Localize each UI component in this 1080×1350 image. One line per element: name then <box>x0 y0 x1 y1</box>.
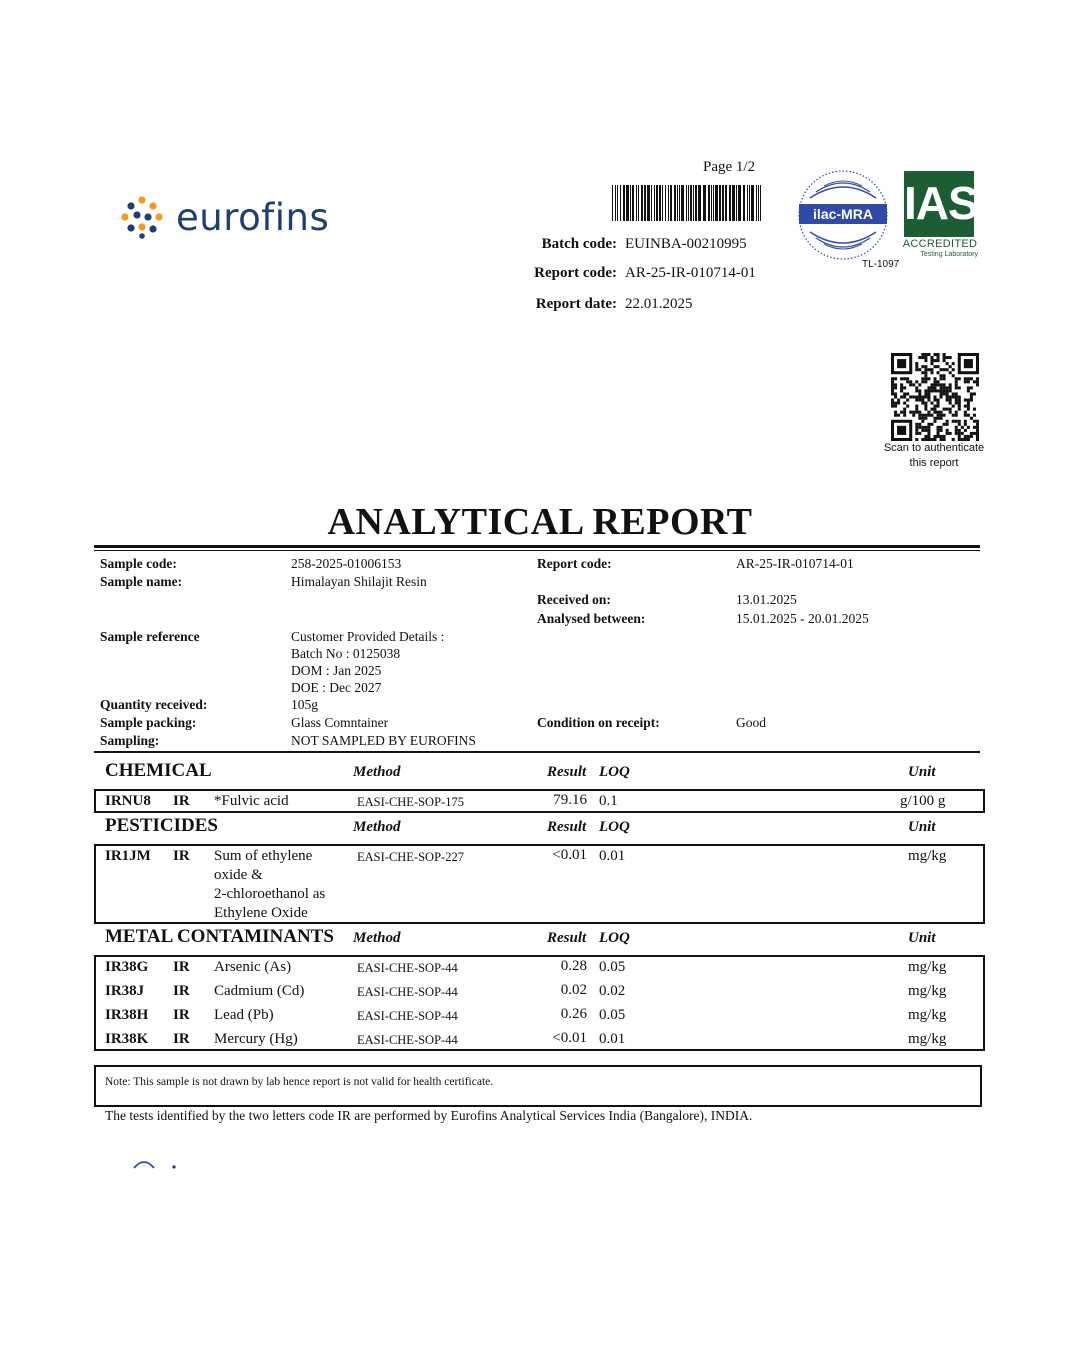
packing-value: Glass Comntainer <box>291 715 389 730</box>
test-code: IR38K <box>105 1031 149 1047</box>
unit: mg/kg <box>908 1007 947 1023</box>
loq: 0.05 <box>599 1007 626 1023</box>
title-divider-thin <box>94 550 980 551</box>
report-date-label: Report date: <box>535 296 617 312</box>
lab-code: IR <box>173 1007 190 1023</box>
ilac-mra-logo <box>796 168 890 262</box>
quantity-label: Quantity received: <box>100 697 208 712</box>
method-header: Method <box>353 764 401 780</box>
info-divider <box>94 751 980 753</box>
parameter: *Fulvic acid <box>214 793 289 809</box>
unit: mg/kg <box>908 959 947 975</box>
sample-reference-line: Batch No : 0125038 <box>291 646 401 661</box>
parameter: Mercury (Hg) <box>214 1031 298 1047</box>
eurofins-dots-icon <box>120 195 164 239</box>
loq: 0.01 <box>599 1031 626 1047</box>
method: EASI-CHE-SOP-44 <box>357 1033 458 1047</box>
parameter: Cadmium (Cd) <box>214 983 305 999</box>
analysed-label: Analysed between: <box>537 611 646 626</box>
scan-caption <box>872 441 996 471</box>
received-value: 13.01.2025 <box>736 592 797 607</box>
test-code: IR38G <box>105 959 149 975</box>
lab-code: IR <box>173 1031 190 1047</box>
result-header: Result <box>547 819 587 835</box>
loq-header: LOQ <box>599 930 630 946</box>
sample-reference-line: DOM : Jan 2025 <box>291 663 382 678</box>
unit: mg/kg <box>908 848 947 864</box>
result: 0.28 <box>560 958 587 974</box>
test-code: IR1JM <box>105 848 151 864</box>
note-text: Note: This sample is not drawn by lab hence report is not valid for health certificate. <box>105 1076 494 1088</box>
condition-value: Good <box>736 715 766 730</box>
method-header: Method <box>353 930 401 946</box>
sampling-label: Sampling: <box>100 733 160 748</box>
method: EASI-CHE-SOP-44 <box>357 985 458 999</box>
unit: mg/kg <box>908 1031 947 1047</box>
barcode-image <box>612 185 764 221</box>
logo-text: eurofins <box>176 195 330 239</box>
tl-number: TL-1097 <box>862 259 900 270</box>
batch-code-value: EUINBA-00210995 <box>625 236 747 252</box>
method-header: Method <box>353 819 401 835</box>
ilac-text: ilac-MRA <box>813 206 873 222</box>
loq-header: LOQ <box>599 819 630 835</box>
method: EASI-CHE-SOP-44 <box>357 961 458 975</box>
section-title: METAL CONTAMINANTS <box>105 926 334 947</box>
info-report-code-label: Report code: <box>537 556 612 571</box>
report-code-value: AR-25-IR-010714-01 <box>625 265 756 281</box>
unit-header: Unit <box>908 930 936 946</box>
lab-code: IR <box>173 848 190 864</box>
page-number: Page 1/2 <box>703 159 756 175</box>
result: <0.01 <box>552 847 587 863</box>
result: 0.02 <box>560 982 587 998</box>
condition-label: Condition on receipt: <box>537 715 660 730</box>
sample-name-label: Sample name: <box>100 574 183 589</box>
parameter-line: 2-chloroethanol as <box>214 886 326 902</box>
report-code-label: Report code: <box>534 265 617 281</box>
method: EASI-CHE-SOP-227 <box>357 850 464 864</box>
loq: 0.01 <box>599 848 626 864</box>
report-date-value: 22.01.2025 <box>625 296 693 312</box>
sample-reference-label: Sample reference <box>100 629 200 644</box>
analysed-value: 15.01.2025 - 20.01.2025 <box>736 611 869 626</box>
loq: 0.1 <box>599 793 618 809</box>
unit: mg/kg <box>908 983 947 999</box>
quantity-value: 105g <box>291 697 318 712</box>
result-header: Result <box>547 930 587 946</box>
result: 0.26 <box>560 1006 587 1022</box>
method: EASI-CHE-SOP-175 <box>357 795 464 809</box>
sampling-value: NOT SAMPLED BY EUROFINS <box>291 733 476 748</box>
packing-label: Sample packing: <box>100 715 197 730</box>
title-divider <box>94 545 980 548</box>
loq-header: LOQ <box>599 764 630 780</box>
result-header: Result <box>547 764 587 780</box>
test-code: IR38H <box>105 1007 149 1023</box>
qr-code-image[interactable] <box>891 353 979 441</box>
lab-code: IR <box>173 793 190 809</box>
ias-accredited-text: ACCREDITED <box>902 238 978 250</box>
lab-code: IR <box>173 983 190 999</box>
parameter: Lead (Pb) <box>214 1007 274 1023</box>
result: <0.01 <box>552 1030 587 1046</box>
ias-logo: IAS <box>904 171 974 237</box>
method: EASI-CHE-SOP-44 <box>357 1009 458 1023</box>
loq: 0.02 <box>599 983 626 999</box>
scan-caption-line1: Scan to authenticate <box>883 442 985 454</box>
cropped-logo-fragment <box>130 1158 190 1170</box>
footer-text: The tests identified by the two letters code IR are performed by Eurofins Analytical Services India (Bangalore), INDIA. <box>105 1108 753 1123</box>
parameter-line: Sum of ethylene <box>214 848 313 864</box>
result: 79.16 <box>553 792 587 808</box>
loq: 0.05 <box>599 959 626 975</box>
lab-code: IR <box>173 959 190 975</box>
sample-code-label: Sample code: <box>100 556 177 571</box>
batch-code-label: Batch code: <box>541 236 617 252</box>
unit: g/100 g <box>900 793 946 809</box>
sample-reference-line: Customer Provided Details : <box>291 629 445 644</box>
info-report-code-value: AR-25-IR-010714-01 <box>736 556 854 571</box>
sample-name-value: Himalayan Shilajit Resin <box>291 574 427 589</box>
unit-header: Unit <box>908 819 936 835</box>
scan-caption-line2: this report <box>909 457 959 469</box>
report-title: ANALYTICAL REPORT <box>327 501 753 543</box>
test-code: IRNU8 <box>105 793 151 809</box>
parameter: Arsenic (As) <box>214 959 292 975</box>
parameter-line: Ethylene Oxide <box>214 905 308 921</box>
test-code: IR38J <box>105 983 145 999</box>
parameter-line: oxide & <box>214 867 263 883</box>
sample-code-value: 258-2025-01006153 <box>291 556 402 571</box>
eurofins-logo <box>120 192 360 242</box>
received-label: Received on: <box>537 592 611 607</box>
unit-header: Unit <box>908 764 936 780</box>
section-title: PESTICIDES <box>105 815 218 836</box>
ias-lab-text: Testing Laboratory <box>920 251 978 258</box>
section-title: CHEMICAL <box>105 760 212 781</box>
sample-reference-line: DOE : Dec 2027 <box>291 680 382 695</box>
